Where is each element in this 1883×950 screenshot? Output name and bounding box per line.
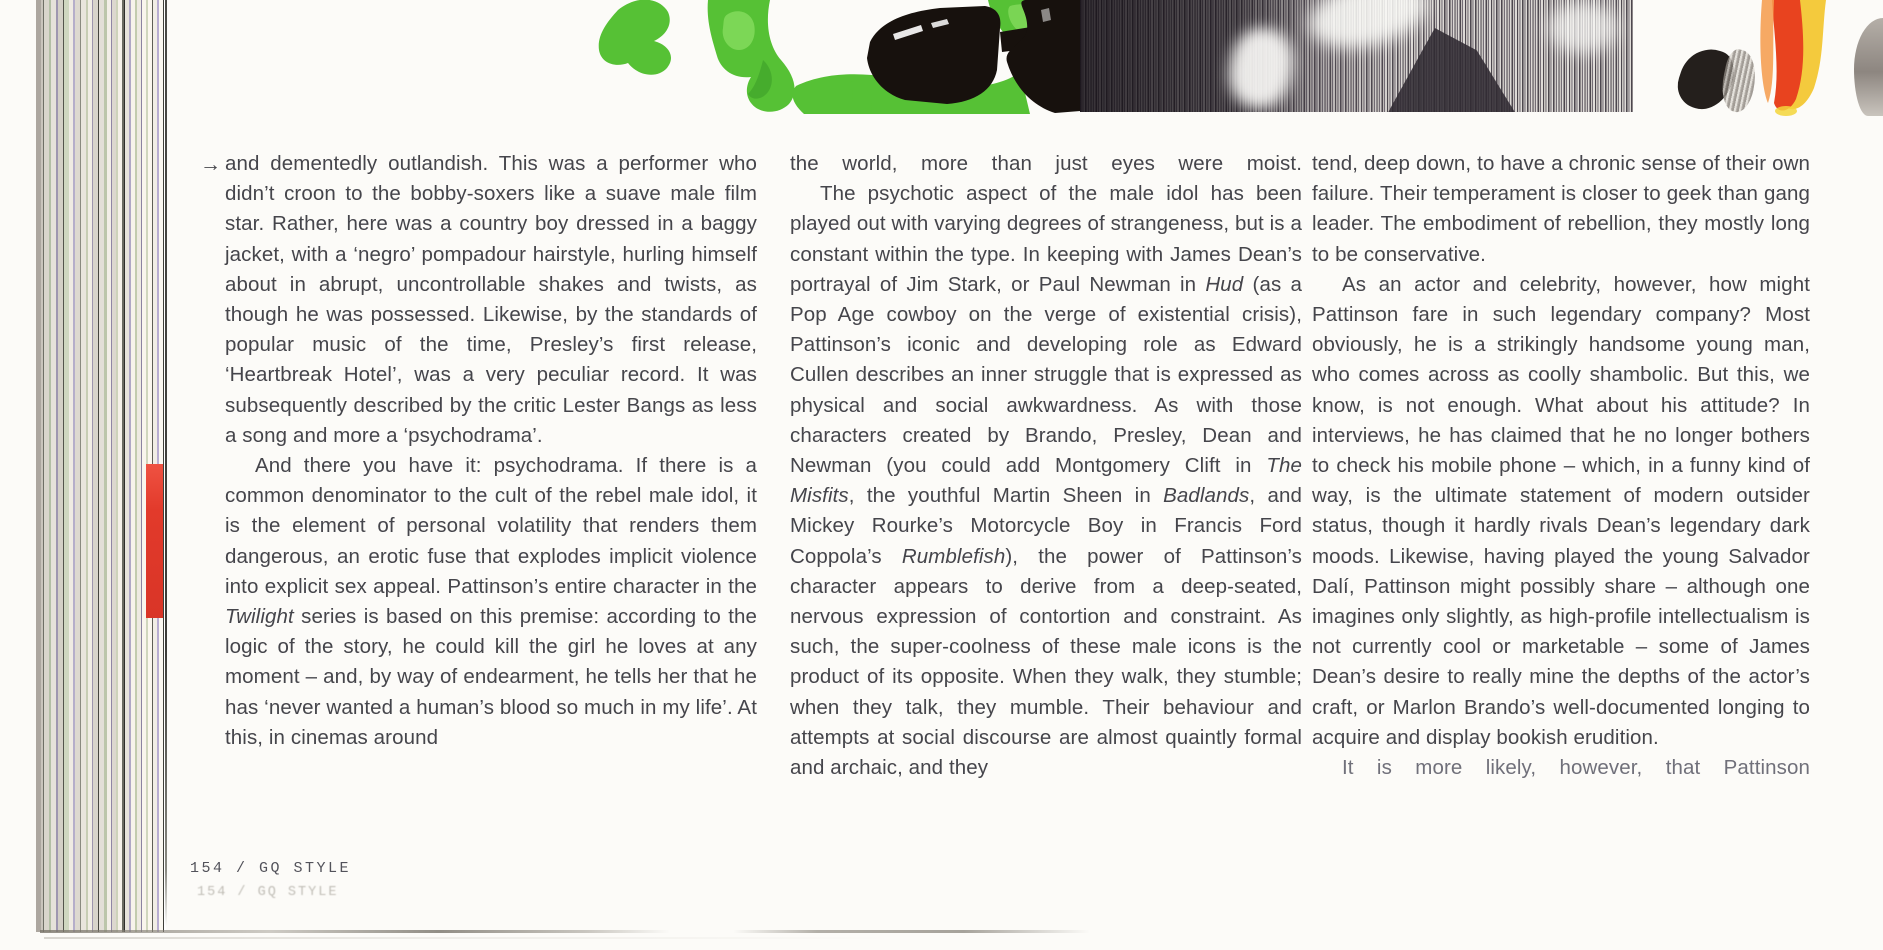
page-bottom-edge-shadow [44, 937, 894, 939]
page-number-footer: 154 / GQ STYLE [190, 860, 352, 877]
paragraph [225, 451, 757, 753]
red-bookmark-stripe [146, 464, 163, 618]
continuation-arrow-icon: → [200, 153, 221, 176]
body-text: The psychotic aspect of the male idol has been played out with varying degrees of strangeness, but is a constant within the type. In keeping with James Dean’s portrayal of Jim Stark, or Paul Newman in [790, 182, 1302, 296]
italic-title-text: Badlands [1163, 484, 1250, 508]
paragraph [790, 179, 1302, 783]
jacket-lapel-shadow [1376, 28, 1516, 112]
body-text: the world, more than just eyes were moist. [790, 152, 1302, 175]
body-text: , and Mickey Rourke’s Motorcycle Boy in Francis Ford Coppola’s [790, 484, 1302, 568]
paragraph [1312, 149, 1810, 270]
body-text: , the youthful Martin Sheen in [848, 484, 1164, 508]
text-column-3 [1312, 149, 1810, 783]
orange-paint-splash [1736, 0, 1831, 117]
page-fold-line [165, 0, 167, 926]
sunglasses-image [855, 0, 1093, 114]
body-text: ), the power of Pattinson’s character appears to derive from a deep-seated, nervous expression of contortion and constraint. As such, the super-coolness of these male icons is the product of its opposite. When they walk, they stumble; when they talk, they mumble. Their behaviour and attempts at social discourse are almost quaintly formal and archaic, and they [790, 544, 1303, 780]
gray-page-corner-fragment [1854, 18, 1883, 116]
italic-title-text: Hud [1205, 272, 1244, 296]
body-text: As an actor and celebrity, however, how might Pattinson fare in such legendary company? Most obviously, he is a strikingly handsome young man, who comes across as coolly shambolic. But this, we know, is not enough. What about his attitude? In interviews, he has claimed that he no longer bothers to check his mobile phone – which, in a funny kind of way, is the ultimate statement of modern outsider status, though it hardly rivals Dean’s legendary dark moods. Likewise, having played the young Salvador Dalí, Pattinson might possibly share – although one imagines only slightly, as high-profile intellectualism is not currently cool or marketable – some of James Dean’s desire to really mine the depths of the actor’s craft, or Marlon Brando’s well-documented longing to acquire and display bookish erudition. [1312, 272, 1810, 749]
text-column-1 [225, 149, 757, 753]
bw-photo-texture [1080, 0, 1633, 112]
paragraph [225, 149, 757, 451]
photo-highlight [1548, 2, 1618, 54]
body-text: tend, deep down, to have a chronic sense of their own failure. Their temperament is closer to geek than gang leader. The embodiment of rebellion, they mostly long to be conservative. [1312, 152, 1810, 266]
body-text: series is based on this premise: according to the logic of the story, he could kill the girl he loves at any moment – and, by way of endearment, he tells her that he has ‘never wanted a human’s blood so much in my life’. At this, in cinemas around [225, 605, 757, 749]
italic-title-text: Rumblefish [901, 544, 1006, 568]
paragraph [1312, 270, 1810, 753]
body-text: And there you have it: psychodrama. If there is a common denominator to the cult of the rebel male idol, it is the element of personal volatility that renders them dangerous, an erotic fuse that explodes implicit violence into explicit sex appeal. Pattinson’s entire character in the [225, 454, 757, 598]
photo-highlight [1302, 0, 1434, 60]
text-column-2 [790, 149, 1302, 783]
paragraph [1312, 753, 1810, 783]
italic-title-text: Twilight [225, 605, 294, 629]
italic-title-text: The Misfits [790, 454, 1302, 508]
page-bottom-edge [40, 930, 1090, 933]
paragraph [790, 149, 1302, 179]
page-number-showthrough: 154 / GQ STYLE [197, 885, 339, 900]
photo-highlight [1224, 23, 1299, 112]
body-text: It is more likely, however, that Pattinson [1342, 756, 1810, 780]
body-text: and dementedly outlandish. This was a performer who didn’t croon to the bobby-soxers like a suave male film star. Rather, here was a country boy dressed in a baggy jacket, with a ‘negro’ pompadour hairstyle, hurling himself about in abrupt, uncontrollable shakes and twists, as though he was possessed. Likewise, by the standards of popular music of the time, Presley’s first release, ‘Heartbreak Hotel’, was a very peculiar record. It was subsequently described by the critic Lester Bangs as less a song and more a ‘psychodrama’. [225, 152, 757, 447]
top-artwork-collage [558, 0, 1883, 118]
body-text: (as a Pop Age cowboy on the verge of existential crisis), Pattinson’s iconic and developing role as Edward Cullen describes an inner struggle that is expressed as physical and social awkwardness. As with those characters created by Brando, Presley, Dean and Newman (you could add Montgomery Clift in [790, 272, 1302, 478]
